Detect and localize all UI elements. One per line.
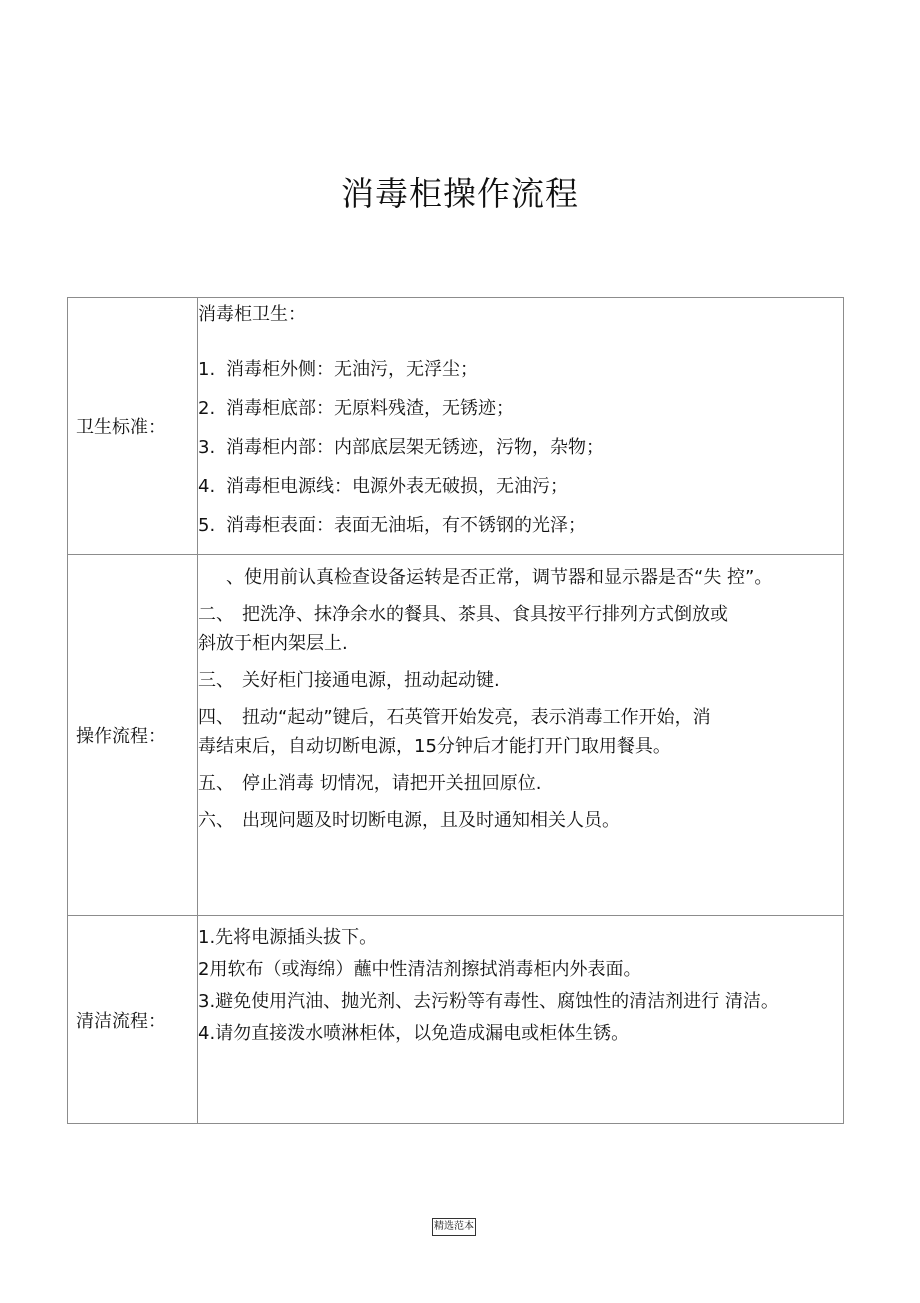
operation-step-1: 、使用前认真检查设备运转是否正常，调节器和显示器是否“失 控”。 [226, 567, 773, 588]
operation-step-3: 三、 关好柜门接通电源，扭动起动键. [198, 670, 500, 691]
operation-step-4: 四、 扭动“起动”键后，石英管开始发亮，表示消毒工作开始，消 毒结束后，自动切断电源，15分钟后才能打开门取用餐具。 [198, 707, 711, 757]
table-row-cleaning [68, 916, 844, 1124]
hygiene-label: 卫生标准： [68, 298, 198, 555]
list-item: 3. 消毒柜内部：内部底层架无锈迹，污物，杂物； [198, 437, 604, 458]
operation-step-6: 六、 出现问题及时切断电源，且及时通知相关人员。 [198, 810, 620, 831]
cleaning-step-2: 2用软布（或海绵）蘸中性清洁剂擦拭消毒柜内外表面。 [198, 959, 642, 980]
table-row-operation [68, 555, 844, 916]
table-row-hygiene [68, 298, 844, 555]
operation-label: 操作流程： [68, 555, 198, 916]
cleaning-step-4: 4.请勿直接泼水喷淋柜体，以免造成漏电或柜体生锈。 [198, 1023, 630, 1044]
hygiene-heading: 消毒柜卫生： [198, 304, 306, 325]
operation-content [198, 555, 844, 916]
operation-step-5: 五、 停止消毒 切情况，请把开关扭回原位. [198, 773, 542, 794]
list-item: 4. 消毒柜电源线：电源外表无破损，无油污； [198, 476, 568, 497]
footer-stamp: 精选范本 [432, 1218, 476, 1236]
operation-step-2: 二、 把洗净、抹净余水的餐具、茶具、食具按平行排列方式倒放或 斜放于柜内架层上. [198, 604, 728, 654]
hygiene-content [198, 298, 844, 555]
list-item: 2. 消毒柜底部：无原料残渣，无锈迹； [198, 398, 514, 419]
list-item: 5. 消毒柜表面：表面无油垢，有不锈钢的光泽； [198, 515, 586, 536]
procedure-table [67, 297, 844, 1124]
cleaning-content [198, 916, 844, 1124]
list-item: 1. 消毒柜外侧：无油污，无浮尘； [198, 359, 478, 380]
cleaning-step-3: 3.避免使用汽油、抛光剂、去污粉等有毒性、腐蚀性的清洁剂进行 清洁。 [198, 991, 779, 1012]
cleaning-step-1: 1.先将电源插头拔下。 [198, 927, 378, 948]
page-title: 消毒柜操作流程 [341, 174, 579, 213]
cleaning-label: 清洁流程： [68, 916, 198, 1124]
